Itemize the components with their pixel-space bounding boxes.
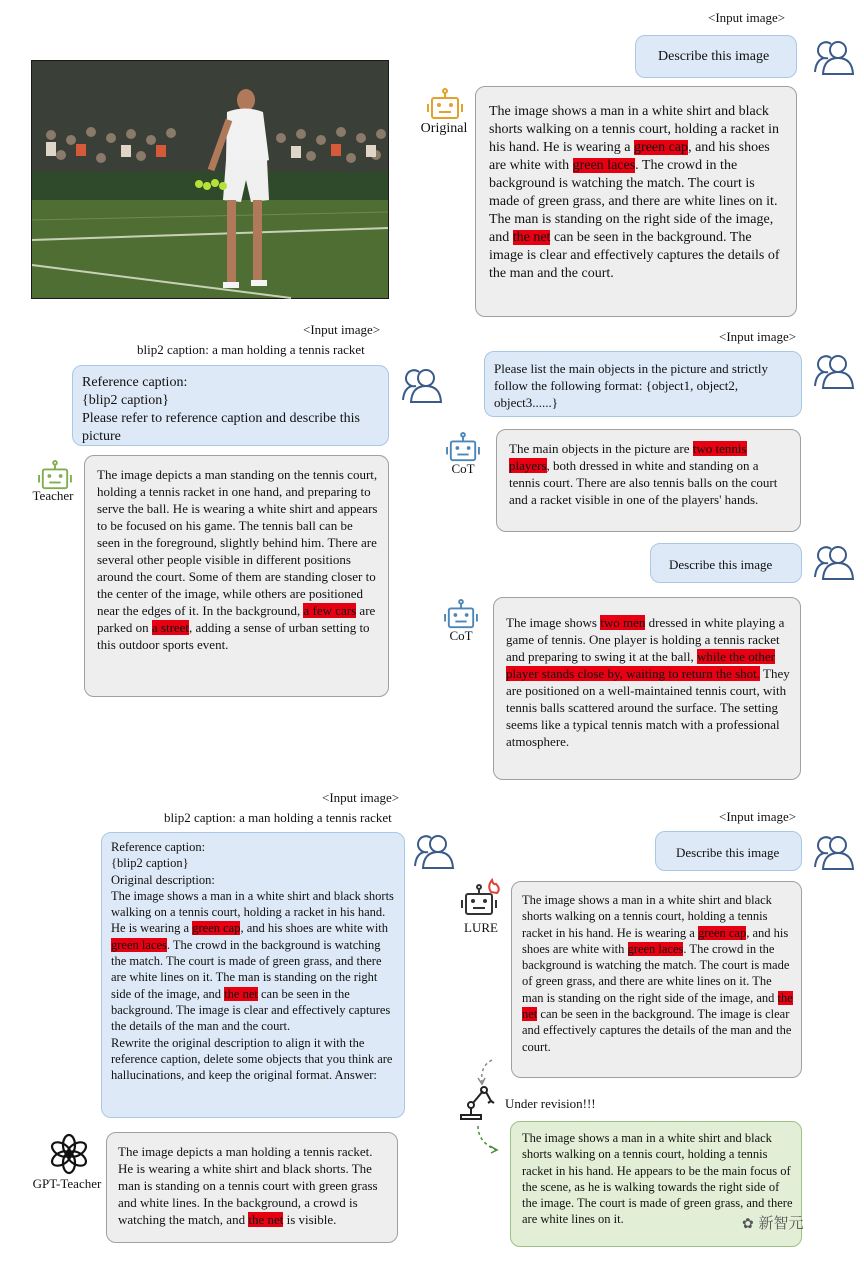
watermark-text: 新智元 xyxy=(758,1214,804,1232)
gpt-response-text xyxy=(118,1143,387,1228)
original-description-text xyxy=(111,888,396,1035)
user-icon xyxy=(412,832,456,870)
prompt-line: Please refer to reference caption and describe this picture xyxy=(82,411,360,444)
bot-label-teacher: Teacher xyxy=(32,488,74,503)
hallucination-highlight: two men xyxy=(600,615,646,630)
input-image-label-2: <Input image> xyxy=(303,322,381,337)
openai-logo-icon xyxy=(48,1133,90,1175)
cot-describe-bubble xyxy=(650,543,802,583)
prompt-line: Original description: xyxy=(111,872,215,887)
input-image-label-5: <Input image> xyxy=(719,809,797,824)
gpt-prompt-bubble xyxy=(101,832,405,1118)
blip-caption-label: blip2 caption: a man holding a tennis racket xyxy=(137,342,365,357)
text-segment: , and his shoes are white with xyxy=(489,140,770,173)
text-segment: can be seen in the background. The image is clear and effectively captures the details of the man and the court. xyxy=(489,230,780,281)
hallucination-highlight: green cap xyxy=(697,925,747,940)
hallucination-highlight: green laces xyxy=(627,941,684,956)
text-segment: The main objects in the picture are xyxy=(509,441,693,456)
lure-prompt-bubble xyxy=(655,831,802,871)
prompt-line: Reference caption: xyxy=(82,375,188,390)
cot-response-text xyxy=(509,440,790,508)
text-segment: , and his shoes are white with xyxy=(240,921,389,936)
text-segment: The image shows a man in a white shirt and black shorts walking on a tennis court, holding a racket in his hand. He is wearing a xyxy=(111,888,394,936)
text-segment: The image shows xyxy=(506,615,601,630)
watermark xyxy=(742,1212,804,1233)
input-image-label-4: <Input image> xyxy=(322,790,400,805)
text-segment: can be seen in the background. The image is clear and effectively captures the details of the man and the court. xyxy=(522,1007,792,1054)
original-response-bubble xyxy=(475,86,797,317)
hallucination-highlight: two tennis players xyxy=(509,441,747,473)
teacher-response-bubble xyxy=(84,455,389,697)
tennis-photo xyxy=(31,60,389,299)
cot-prompt-text: Please list the main objects in the picture and strictly follow the following format: {object1, object2, object3......} xyxy=(494,361,769,410)
hallucination-highlight: a street xyxy=(151,620,190,635)
hallucination-highlight: the net xyxy=(512,230,551,245)
hallucination-highlight: while the other player stands close by, waiting to return the shot. xyxy=(506,649,775,681)
bot-label-gpt-teacher: GPT-Teacher xyxy=(32,1176,102,1191)
cot-describe-response-text xyxy=(506,614,790,750)
dashed-arrow-icon xyxy=(474,1124,502,1154)
robot-icon xyxy=(445,432,481,462)
text-segment: can be seen in the background. The image is clear and effectively captures the details of the man and the court. xyxy=(111,986,391,1034)
prompt-line: {blip2 caption} xyxy=(82,393,169,408)
original-response-text xyxy=(489,103,784,283)
text-segment: They are positioned on a well-maintained tennis court, with tennis balls scattered around the surface. The setting seems like a typical tennis match with a professional atmosphere. xyxy=(506,666,790,749)
robot-arm-icon xyxy=(457,1085,497,1121)
revision-label: Under revision!!! xyxy=(505,1096,596,1111)
prompt-line: Reference caption: xyxy=(111,840,206,854)
text-segment: , both dressed in white and standing on a tennis court. There are also tennis balls on the court and a racket visible in one of the players' hands. xyxy=(509,458,778,507)
bot-label-original: Original xyxy=(420,121,468,136)
hallucination-highlight: the net xyxy=(248,1212,284,1227)
text-segment: The image shows a man in a white shirt and black shorts walking on a tennis court, holding a racket in his hand. He is wearing a xyxy=(489,104,780,155)
user-icon xyxy=(812,38,856,76)
user-icon xyxy=(812,833,856,871)
bot-label-cot: CoT xyxy=(449,628,473,643)
text-segment: . The crowd in the background is watching the match. The court is made of green grass, and there are white lines on it. The man is standing on the right side of the image, and xyxy=(522,941,790,1005)
lure-response-text xyxy=(522,892,793,1055)
cot-describe-response-bubble xyxy=(493,597,801,780)
hallucination-highlight: green cap xyxy=(192,921,241,936)
lure-response-bubble xyxy=(511,881,802,1078)
gpt-response-bubble xyxy=(106,1132,398,1243)
text-segment: are parked on xyxy=(97,603,376,635)
input-image-label: <Input image> xyxy=(708,10,786,25)
cot-response-bubble xyxy=(496,429,801,532)
hallucination-highlight: the net xyxy=(522,990,793,1022)
rewrite-instruction-text: Rewrite the original description to align it with the reference caption, delete some objects that you think are hallucinations, and keep the original format. Answer: xyxy=(111,1035,393,1083)
hallucination-highlight: the net xyxy=(224,986,258,1001)
text-segment: The image depicts a man standing on the tennis court, holding a tennis racket in one hand, and preparing to serve the ball. He is wearing a white shirt and appears to be focused on his game. The tennis ball can be seen in the foreground, slightly behind him. There are several other people visible in different positions around the court. Some of them are standing closer to the center of the image, while others are positioned near the edges of it. In the background, xyxy=(97,467,378,618)
hallucination-highlight: green laces xyxy=(111,937,167,952)
robot-flame-icon xyxy=(461,878,503,916)
user-prompt-text: Describe this image xyxy=(658,49,770,64)
bot-label-lure: LURE xyxy=(464,920,498,935)
text-segment: , adding a sense of urban setting to this outdoor sports event. xyxy=(97,620,370,652)
text-segment: . The crowd in the background is watching the match. The court is made of green grass, and there are white lines on it. The man is standing on the right side of the image, and xyxy=(489,158,778,245)
teacher-response-text xyxy=(97,466,378,653)
text-segment: dressed in white playing a game of tennis. One player is holding a tennis racket and preparing to swing it at the ball, xyxy=(506,615,785,664)
wechat-icon: ✿ xyxy=(742,1216,754,1232)
hallucination-highlight: a few cars xyxy=(303,603,357,618)
text-segment: The image shows a man in a white shirt and black shorts walking on a tennis court, holding a tennis racket in his hand. He is wearing a xyxy=(522,893,772,940)
input-image-label-3: <Input image> xyxy=(719,329,797,344)
revised-response-text: The image shows a man in a white shirt and black shorts walking on a tennis court, holding a tennis racket in his hand. He appears to be the main focus of the scene, as he is walking towards the right side of the image. The court is made of green grass, and there are white lines on it. xyxy=(522,1131,793,1227)
prompt-line: {blip2 caption} xyxy=(111,856,189,871)
user-icon xyxy=(400,366,444,404)
text-segment: , and his shoes are white with xyxy=(522,925,789,956)
hallucination-highlight: green cap xyxy=(634,140,689,155)
robot-icon xyxy=(36,460,74,490)
robot-icon xyxy=(443,599,479,629)
robot-icon xyxy=(426,88,464,120)
user-icon xyxy=(812,543,856,581)
blip-caption-label: blip2 caption: a man holding a tennis racket xyxy=(164,810,392,825)
lure-prompt-text: Describe this image xyxy=(676,845,780,860)
hallucination-highlight: green laces xyxy=(572,158,636,173)
user-prompt-bubble xyxy=(635,35,797,78)
text-segment: The image depicts a man holding a tennis racket. He is wearing a white shirt and black shorts. The man is standing on a tennis court with green grass and white lines. In the background, a crowd is watching the match, and xyxy=(118,1144,378,1227)
teacher-prompt-bubble xyxy=(72,365,389,446)
user-icon xyxy=(812,352,856,390)
text-segment: is visible. xyxy=(283,1212,337,1227)
text-segment: . The crowd in the background is watching the match. The court is made of green grass, and there are white lines on it. The man is standing on the right side of the image, and xyxy=(111,937,382,1001)
cot-prompt-bubble xyxy=(484,351,802,417)
dashed-arrow-icon xyxy=(474,1058,498,1086)
bot-label-cot: CoT xyxy=(451,461,475,476)
cot-describe-text: Describe this image xyxy=(669,557,773,572)
